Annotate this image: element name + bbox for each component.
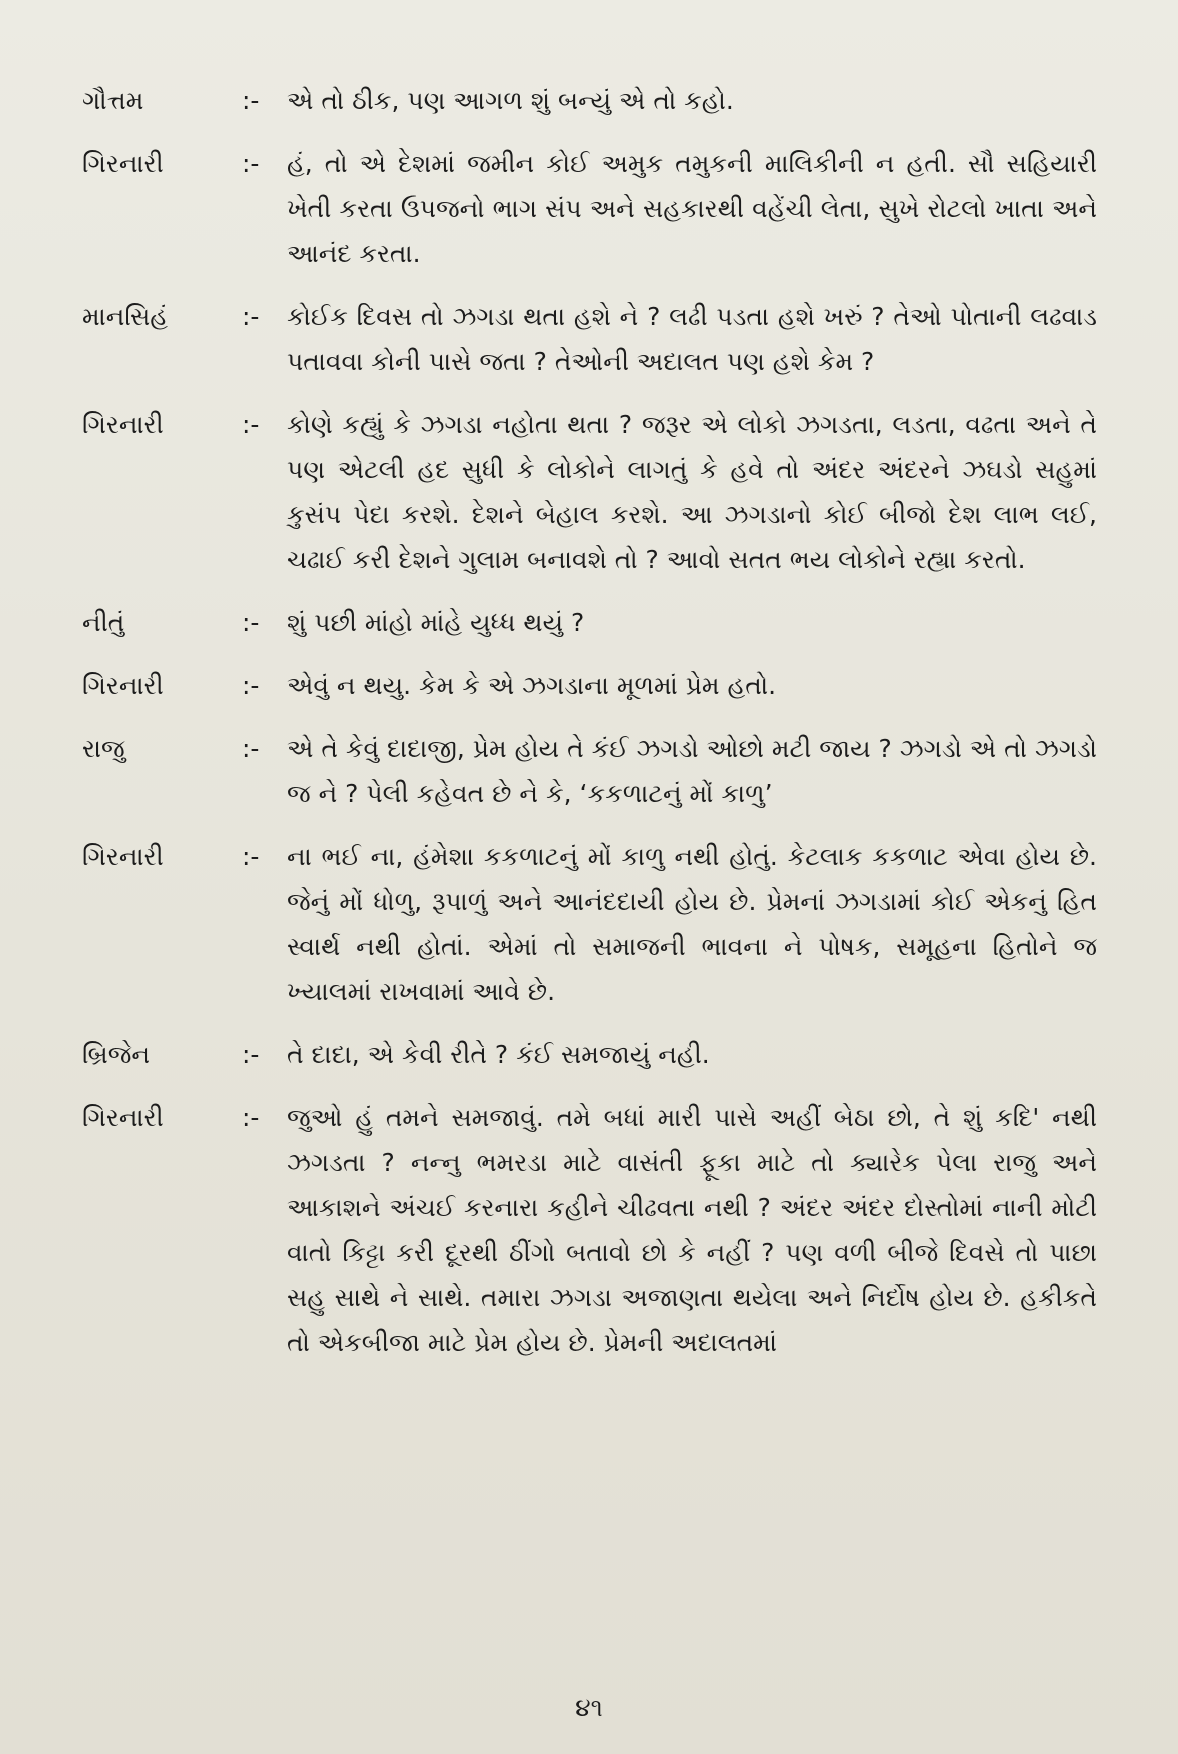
speech-text: કોઈક દિવસ તો ઝગડા થતા હશે ને ? લઢી પડતા હશે ખરું ? તેઓ પોતાની લઢવાડ પતાવવા કોની પાસે જતા ? તેઓની અદાલત પણ હશે કેમ ? <box>287 302 1097 376</box>
speech-text: એ તે કેવું દાદાજી, પ્રેમ હોય તે કંઈ ઝગડો ઓછો મટી જાય ? ઝગડો એ તો ઝગડો જ ને ? પેલી કહેવત છે ને કે, ‘કકળાટનું મોં કાળુ’ <box>287 734 1097 808</box>
speaker-name: ગિરનારી <box>82 1103 164 1132</box>
speaker-separator: :- <box>242 1040 260 1069</box>
speaker-separator: :- <box>242 842 260 871</box>
speaker-name: માનસિહં <box>82 302 169 331</box>
dialogue-entry <box>82 726 1097 816</box>
speaker-name: ગૌત્તમ <box>82 86 144 115</box>
speech-text: શું પછી માંહો માંહે યુધ્ધ થયું ? <box>287 608 585 637</box>
speaker-name: નીતું <box>82 608 125 637</box>
dialogue-entry <box>82 402 1097 582</box>
dialogue-entry <box>82 663 1097 708</box>
speaker-separator: :- <box>242 1103 260 1132</box>
speaker-separator: :- <box>242 410 260 439</box>
speech-text: એવું ન થયુ. કેમ કે એ ઝગડાના મૂળમાં પ્રેમ હતો. <box>287 671 777 700</box>
speech-text: જુઓ હું તમને સમજાવું. તમે બધાં મારી પાસે અહીં બેઠા છો, તે શું કદિ' નથી ઝગડતા ? નન્નુ ભમરડા માટે વાસંતી ફૂકા માટે તો ક્યારેક પેલા રાજુ અને આકાશને અંચઈ કરનારા કહીને ચીઢવતા નથી ? અંદર અંદર દોસ્તોમાં નાની મોટી વાતો કિટ્ટા કરી દૂરથી ઠીંગો બતાવો છો કે નહીં ? પણ વળી બીજે દિવસે તો પાછા સહુ સાથે ને સાથે. તમારા ઝગડા અજાણતા થયેલા અને નિર્દોષ હોય છે. હકીકતે તો એકબીજા માટે પ્રેમ હોય છે. પ્રેમની અદાલતમાં <box>287 1103 1097 1357</box>
speaker-separator: :- <box>242 302 260 331</box>
speech-text: ના ભઈ ના, હંમેશા કકળાટનું મોં કાળુ નથી હોતું. કેટલાક કકળાટ એવા હોય છે. જેનું મોં ધોળુ, રૂપાળું અને આનંદદાયી હોય છે. પ્રેમનાં ઝગડામાં કોઈ એકનું હિત સ્વાર્થ નથી હોતાં. એમાં તો સમાજની ભાવના ને પોષક, સમૂહના હિતોને જ ખ્યાલમાં રાખવામાં આવે છે. <box>287 842 1097 1006</box>
speech-text: કોણે કહ્યું કે ઝગડા નહોતા થતા ? જરૂર એ લોકો ઝગડતા, લડતા, વઢતા અને તે પણ એટલી હદ સુધી કે લોકોને લાગતું કે હવે તો અંદર અંદરને ઝઘડો સહુમાં કુસંપ પેદા કરશે. દેશને બેહાલ કરશે. આ ઝગડાનો કોઈ બીજો દેશ લાભ લઈ, ચઢાઈ કરી દેશને ગુલામ બનાવશે તો ? આવો સતત ભય લોકોને રહ્યા કરતો. <box>287 410 1097 574</box>
dialogue-entry <box>82 294 1097 384</box>
page-number: ૪૧ <box>575 1693 603 1722</box>
speech-text: તે દાદા, એ કેવી રીતે ? કંઈ સમજાયું નહી. <box>287 1040 710 1069</box>
speaker-separator: :- <box>242 671 260 700</box>
dialogue-entry <box>82 1032 1097 1077</box>
dialogue-list <box>82 78 1097 1383</box>
speaker-name: ગિરનારી <box>82 149 164 178</box>
dialogue-entry <box>82 141 1097 276</box>
speech-text: એ તો ઠીક, પણ આગળ શું બન્યું એ તો કહો. <box>287 86 734 115</box>
speaker-name: રાજુ <box>82 734 125 763</box>
speaker-name: ગિરનારી <box>82 671 164 700</box>
speaker-separator: :- <box>242 734 260 763</box>
speaker-separator: :- <box>242 608 260 637</box>
speaker-name: ગિરનારી <box>82 842 164 871</box>
speaker-separator: :- <box>242 86 260 115</box>
speaker-name: બ્રિજેન <box>82 1040 151 1069</box>
speaker-separator: :- <box>242 149 260 178</box>
dialogue-entry <box>82 1095 1097 1365</box>
dialogue-entry <box>82 600 1097 645</box>
dialogue-entry <box>82 78 1097 123</box>
dialogue-entry <box>82 834 1097 1014</box>
speaker-name: ગિરનારી <box>82 410 164 439</box>
speech-text: હં, તો એ દેશમાં જમીન કોઈ અમુક તમુકની માલિકીની ન હતી. સૌ સહિયારી ખેતી કરતા ઉપજનો ભાગ સંપ અને સહકારથી વહેંચી લેતા, સુખે રોટલો ખાતા અને આનંદ કરતા. <box>287 149 1097 268</box>
